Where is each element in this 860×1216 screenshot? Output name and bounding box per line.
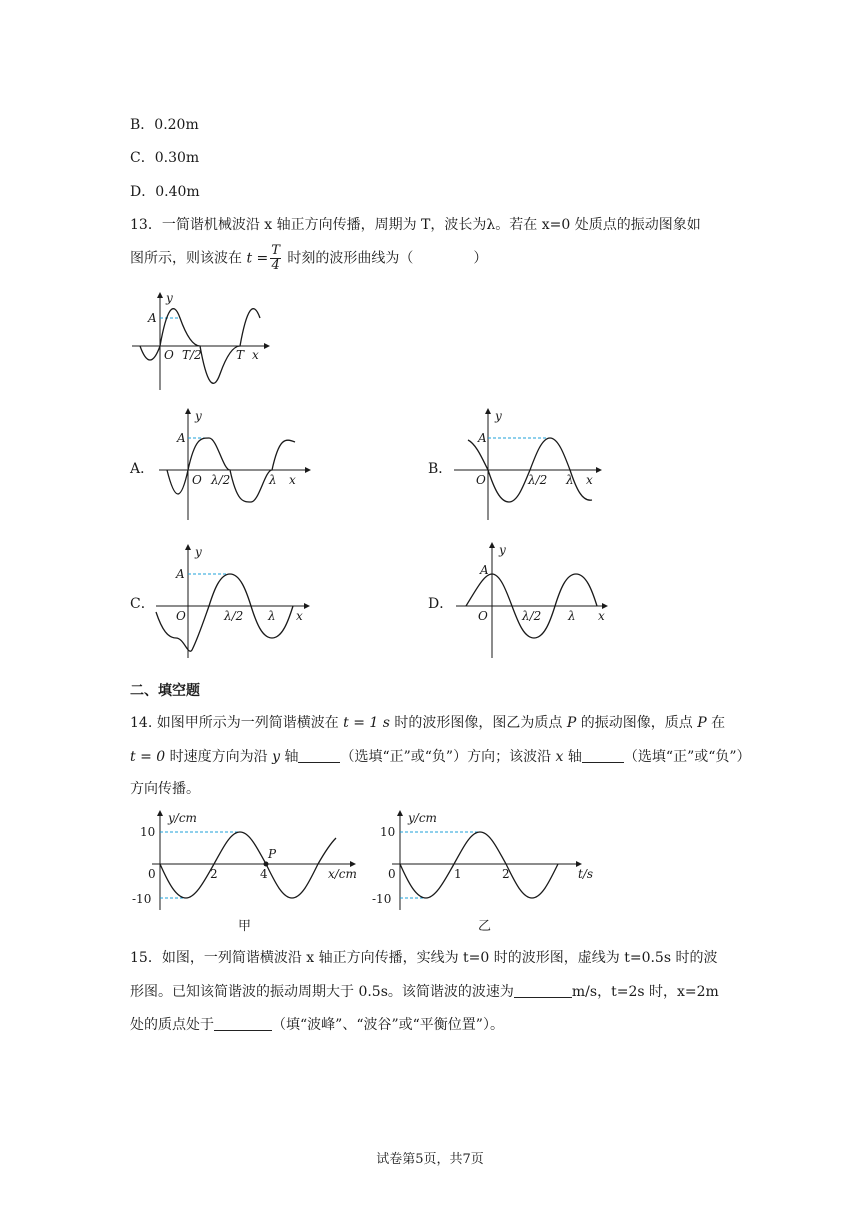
q13-fraction (270, 244, 281, 273)
q15-l3b: （填“波峰”、“波谷”或“平衡位置”）。 (272, 1017, 504, 1033)
c-x-arrow (304, 603, 310, 609)
d-full-label: λ (568, 609, 576, 623)
q13-line2-post: 时刻的波形曲线为（ (282, 250, 414, 267)
yi-y-arrow (397, 810, 403, 816)
jia-zero-tick: 0 (148, 867, 156, 881)
q15-blank-2[interactable] (214, 1016, 272, 1031)
b-O-label: O (476, 473, 486, 487)
section2-heading: 二、填空题 (130, 683, 200, 699)
q15-l3a: 处的质点处于 (130, 1017, 214, 1033)
c-x-label: x (296, 609, 303, 623)
q13-line1: 13．一简谐机械波沿 x 轴正方向传播，周期为 T，波长为λ。若在 x=0 处质点的振动图象如 (130, 217, 701, 233)
q13-t-eq: t = (246, 250, 269, 267)
c-y-arrow (185, 544, 191, 550)
q13-option-b-label[interactable]: B． (428, 461, 453, 477)
ref-y-label: y (166, 291, 173, 305)
jia-top-tick: 10 (140, 825, 156, 839)
q14-line3: 方向传播。 (130, 781, 200, 797)
q13-line2-pre: 图所示，则该波在 (130, 250, 247, 267)
a-x-arrow (305, 467, 311, 473)
b-y-label: y (495, 409, 502, 423)
ref-x-label: x (252, 348, 259, 362)
a-O-label: O (192, 473, 202, 487)
q15-l2a: 形图。已知该简谐波的振动周期大于 0.5s。该简谐波的波速为 (130, 984, 514, 1000)
a-x-label: x (289, 473, 296, 487)
b-A-label: A (478, 431, 487, 445)
jia-point-p (264, 862, 269, 867)
b-x-arrow (596, 467, 602, 473)
q14-l1p2: P (697, 715, 707, 731)
jia-y-arrow (157, 810, 163, 816)
q13-frac-num: T (271, 243, 280, 258)
q14-l1c: 的振动图像，质点 (576, 715, 698, 731)
q13-option-c-graph[interactable] (152, 540, 312, 662)
q13-option-a-label[interactable]: A． (130, 461, 155, 477)
b-x-label: x (586, 473, 593, 487)
ref-full-label: T (236, 348, 245, 362)
q13-option-a-graph[interactable] (155, 404, 315, 524)
d-x-label: x (598, 609, 605, 623)
d-y-label: y (499, 543, 506, 557)
ref-half-label: T/2 (182, 348, 202, 362)
ref-O-label: O (164, 348, 174, 362)
yi-tick-2: 2 (502, 867, 510, 881)
q13-option-b-graph[interactable] (450, 404, 610, 524)
q14-line2 (130, 746, 751, 766)
yi-curve (400, 832, 558, 898)
jia-caption: 甲 (238, 919, 252, 934)
q13-reference-graph (128, 290, 268, 400)
jia-bottom-tick: -10 (132, 892, 152, 906)
d-A-label: A (480, 563, 489, 577)
yi-x-label: t/s (578, 867, 594, 881)
ref-x-arrow (264, 343, 270, 349)
a-y-arrow (185, 408, 191, 414)
q14-l2c: （选填“正”或“负”）方向；该波沿 (340, 749, 556, 765)
q15-line2 (130, 981, 719, 1001)
yi-bottom-tick: -10 (372, 892, 392, 906)
ref-A-label: A (148, 311, 157, 325)
d-half-label: λ/2 (522, 609, 542, 623)
q13-option-d-graph[interactable] (452, 540, 612, 662)
jia-p-label: P (268, 847, 277, 861)
q14-l2b: 轴 (280, 749, 299, 765)
d-y-arrow (489, 542, 495, 548)
c-full-label: λ (268, 609, 276, 623)
yi-zero-tick: 0 (388, 867, 396, 881)
c-half-label: λ/2 (224, 609, 244, 623)
b-half-label: λ/2 (528, 473, 548, 487)
option-d: D．0.40m (130, 184, 200, 200)
a-A-label: A (177, 431, 186, 445)
q14-line1 (130, 712, 725, 732)
q15-blank-1[interactable] (514, 983, 572, 998)
yi-caption: 乙 (478, 919, 492, 934)
q15-l2b: m/s，t=2s 时，x=2m (571, 984, 719, 1000)
d-O-label: O (478, 609, 488, 623)
q13-line2 (130, 244, 487, 273)
b-y-arrow (485, 408, 491, 414)
page-footer: 试卷第5页，共7页 (376, 1152, 484, 1167)
jia-y-label: y/cm (168, 811, 197, 825)
q14-figure-yi (370, 806, 610, 936)
jia-x-label: x/cm (328, 867, 357, 881)
jia-curve (160, 832, 336, 898)
q14-l2t: t = 0 (130, 749, 166, 765)
q13-frac-den: 4 (271, 258, 280, 273)
b-full-label: λ (566, 473, 574, 487)
yi-top-tick: 10 (380, 825, 396, 839)
ref-y-arrow (157, 292, 163, 298)
q14-l2x: x (555, 749, 564, 765)
a-y-label: y (195, 409, 202, 423)
q14-blank-2[interactable] (582, 748, 624, 763)
option-c: C．0.30m (130, 150, 200, 166)
yi-tick-1: 1 (454, 867, 462, 881)
q15-line3 (130, 1014, 504, 1034)
c-A-label: A (176, 567, 185, 581)
q13-line2-close: ） (473, 250, 488, 267)
q14-l2y: y (272, 749, 280, 765)
yi-y-label: y/cm (408, 811, 437, 825)
q14-l2a: 时速度方向为沿 (165, 749, 273, 765)
a-full-label: λ (269, 473, 277, 487)
q14-figure-jia (130, 806, 370, 936)
q14-l2e: （选填“正”或“负”） (623, 749, 751, 765)
q14-l1t: t = 1 s (343, 715, 390, 731)
jia-tick-2: 2 (210, 867, 218, 881)
q14-l1b: 时的波形图像，图乙为质点 (389, 715, 567, 731)
q14-l1p: P (566, 715, 577, 731)
option-b: B．0.20m (130, 117, 199, 133)
q14-l1a: 14. 如图甲所示为一列简谐横波在 (130, 715, 344, 731)
q14-l2d: 轴 (563, 749, 582, 765)
q14-l1d: 在 (706, 715, 726, 731)
c-y-label: y (195, 545, 202, 559)
q13-option-c-label[interactable]: C． (130, 596, 155, 612)
jia-tick-4: 4 (260, 867, 268, 881)
q13-option-d-label[interactable]: D． (428, 596, 454, 612)
a-half-label: λ/2 (211, 473, 231, 487)
q14-blank-1[interactable] (298, 748, 340, 763)
c-O-label: O (176, 609, 186, 623)
q15-line1: 15．如图，一列简谐横波沿 x 轴正方向传播，实线为 t=0 时的波形图，虚线为 t=0.5s 时的波 (130, 950, 718, 966)
